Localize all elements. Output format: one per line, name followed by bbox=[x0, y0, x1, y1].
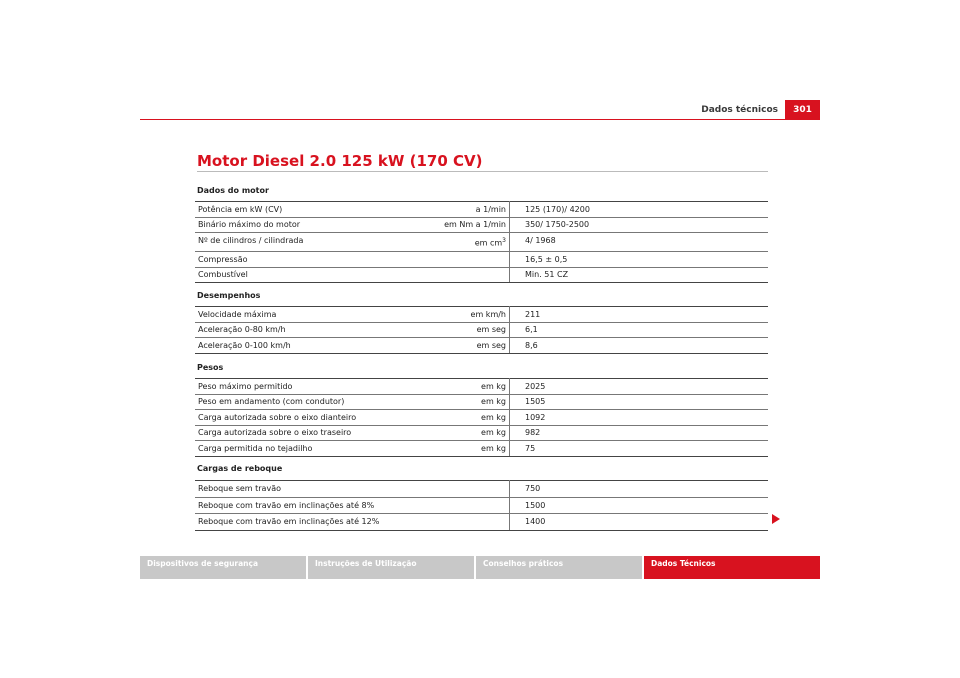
row-label: Potência em kW (CV) bbox=[195, 202, 421, 218]
table-row bbox=[195, 379, 768, 395]
row-unit: em seg bbox=[421, 338, 510, 354]
row-label: Nº de cilindros / cilindrada bbox=[195, 233, 421, 252]
row-unit: a 1/min bbox=[421, 202, 510, 218]
table-row bbox=[195, 394, 768, 410]
table-row bbox=[195, 338, 768, 354]
table-row bbox=[195, 497, 768, 514]
row-value: 2025 bbox=[510, 379, 769, 395]
header-title: Dados técnicos bbox=[701, 105, 778, 115]
row-value: 1400 bbox=[510, 514, 769, 531]
footer-tab-seguranca[interactable]: Dispositivos de segurança bbox=[140, 556, 306, 579]
row-unit: em Nm a 1/min bbox=[421, 217, 510, 233]
row-value: 75 bbox=[510, 441, 769, 457]
desempenhos-table bbox=[195, 306, 768, 354]
row-unit bbox=[421, 252, 510, 268]
row-label: Aceleração 0-100 km/h bbox=[195, 338, 421, 354]
next-page-arrow-icon[interactable] bbox=[772, 514, 780, 524]
row-label: Compressão bbox=[195, 252, 421, 268]
table-row bbox=[195, 307, 768, 323]
footer-tab-instrucoes[interactable]: Instruções de Utilização bbox=[308, 556, 474, 579]
table-row bbox=[195, 514, 768, 531]
row-label: Combustível bbox=[195, 267, 421, 283]
table-row bbox=[195, 217, 768, 233]
reboque-table bbox=[195, 480, 768, 531]
row-label: Reboque com travão em inclinações até 8% bbox=[195, 497, 421, 514]
row-unit bbox=[421, 514, 510, 531]
row-unit bbox=[421, 233, 510, 252]
row-label: Binário máximo do motor bbox=[195, 217, 421, 233]
row-label: Peso em andamento (com condutor) bbox=[195, 394, 421, 410]
row-value: 8,6 bbox=[510, 338, 769, 354]
row-value: 350/ 1750-2500 bbox=[510, 217, 769, 233]
table-row bbox=[195, 425, 768, 441]
motor-heading: Dados do motor bbox=[197, 186, 269, 195]
row-label: Carga autorizada sobre o eixo dianteiro bbox=[195, 410, 421, 426]
reboque-heading: Cargas de reboque bbox=[197, 464, 283, 473]
unit-superscript: 3 bbox=[502, 237, 506, 245]
header-divider bbox=[140, 119, 820, 120]
table-row bbox=[195, 322, 768, 338]
row-label: Reboque sem travão bbox=[195, 481, 421, 498]
desempenhos-heading: Desempenhos bbox=[197, 291, 261, 300]
section-title: Motor Diesel 2.0 125 kW (170 CV) bbox=[197, 152, 483, 170]
table-row bbox=[195, 267, 768, 283]
pesos-table bbox=[195, 378, 768, 457]
footer-tab-dados-tecnicos[interactable]: Dados Técnicos bbox=[644, 556, 820, 579]
unit-text: em cm bbox=[474, 239, 503, 248]
row-value: 1092 bbox=[510, 410, 769, 426]
row-value: 1505 bbox=[510, 394, 769, 410]
row-label: Velocidade máxima bbox=[195, 307, 421, 323]
row-value: 125 (170)/ 4200 bbox=[510, 202, 769, 218]
row-value: 6,1 bbox=[510, 322, 769, 338]
row-value: 4/ 1968 bbox=[510, 233, 769, 252]
table-row bbox=[195, 252, 768, 268]
row-unit: em kg bbox=[421, 425, 510, 441]
row-label: Peso máximo permitido bbox=[195, 379, 421, 395]
table-row bbox=[195, 441, 768, 457]
row-unit bbox=[421, 497, 510, 514]
row-value: 211 bbox=[510, 307, 769, 323]
row-value: 16,5 ± 0,5 bbox=[510, 252, 769, 268]
table-row bbox=[195, 410, 768, 426]
pesos-heading: Pesos bbox=[197, 363, 224, 372]
row-unit: em km/h bbox=[421, 307, 510, 323]
table-row bbox=[195, 481, 768, 498]
table-row bbox=[195, 233, 768, 252]
row-unit bbox=[421, 267, 510, 283]
section-divider bbox=[197, 171, 768, 172]
row-value: 982 bbox=[510, 425, 769, 441]
row-value: 1500 bbox=[510, 497, 769, 514]
row-label: Carga autorizada sobre o eixo traseiro bbox=[195, 425, 421, 441]
row-unit: em kg bbox=[421, 394, 510, 410]
footer-tab-conselhos[interactable]: Conselhos práticos bbox=[476, 556, 642, 579]
row-unit bbox=[421, 481, 510, 498]
table-row bbox=[195, 202, 768, 218]
row-value: Min. 51 CZ bbox=[510, 267, 769, 283]
row-unit: em kg bbox=[421, 441, 510, 457]
row-label: Aceleração 0-80 km/h bbox=[195, 322, 421, 338]
row-label: Carga permitida no tejadilho bbox=[195, 441, 421, 457]
page-number: 301 bbox=[785, 100, 820, 119]
row-unit: em kg bbox=[421, 410, 510, 426]
row-unit: em kg bbox=[421, 379, 510, 395]
row-label: Reboque com travão em inclinações até 12% bbox=[195, 514, 421, 531]
row-value: 750 bbox=[510, 481, 769, 498]
motor-table bbox=[195, 201, 768, 283]
row-unit: em seg bbox=[421, 322, 510, 338]
